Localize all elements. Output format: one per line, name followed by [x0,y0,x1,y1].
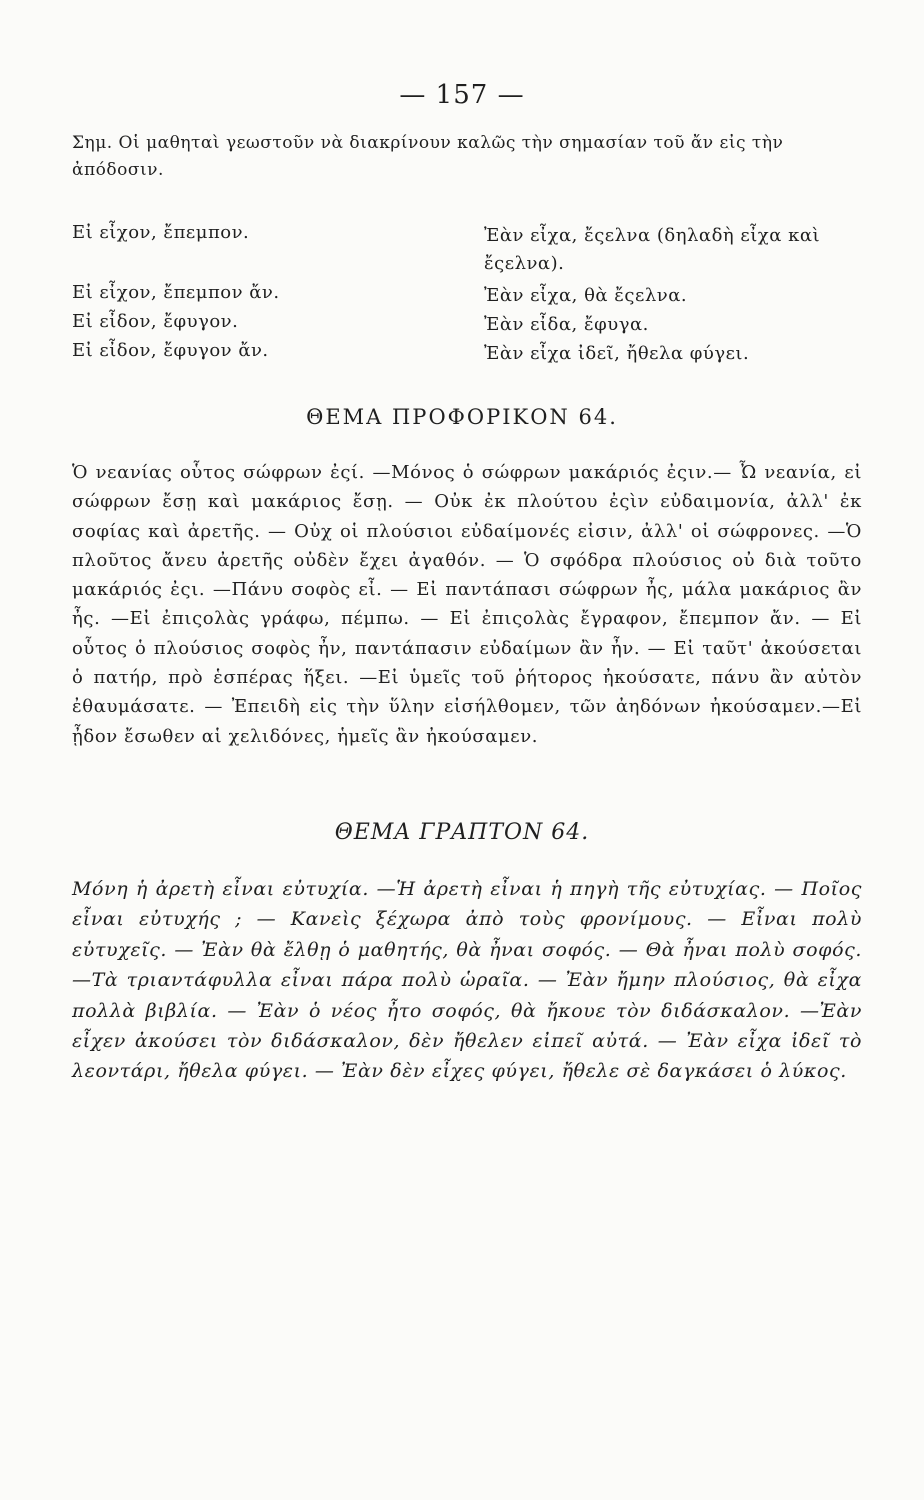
conjugation-left-line: Εἰ εἶχον, ἔπεμπον ἄν. [72,282,280,303]
conjugation-left-line: Εἰ εἶδον, ἔφυγον ἄν. [72,340,269,361]
conjugation-left-line: Εἰ εἶδον, ἔφυγον. [72,311,239,332]
written-exercise-text: Μόνη ἡ ἀρετὴ εἶναι εὐτυχία. —Ἡ ἀρετὴ εἶναι ἡ πηγὴ τῆς εὐτυχίας. — Ποῖος εἶναι εὐτυχής ; — Κανεὶς ξέχωρα ἀπὸ τοὺς φρονίμους. — Εἶναι πολὺ εὐτυχεῖς. — Ἐὰν θὰ ἔλθῃ ὁ μαθητής, θὰ ἦναι σοφός. — Θὰ ἦναι πολὺ σοφός. —Τὰ τριαντάφυλλα εἶναι πάρα πολὺ ὡραῖα. — Ἐὰν ἤμην πλούσιος, θὰ εἶχα πολλὰ βιβλία. — Ἐὰν ὁ νέος ἦτο σοφός, θὰ ἤκουε τὸν διδάσκαλον. —Ἐὰν εἶχεν ἀκούσει τὸν διδάσκαλον, δὲν ἤθελεν εἰπεῖ αὐτά. — Ἐὰν εἶχα ἰδεῖ τὸ λεοντάρι, ἤθελα φύγει. — Ἐὰν δὲν εἶχες φύγει, ἤθελε σὲ δαγκάσει ὁ λύκος. [72,878,862,1083]
page-number: — 157 — [399,80,525,110]
conjugation-right-line: Ἐὰν εἶχα, ἔςελνα (δηλαδὴ εἶχα καὶ ἔςελνα). [484,225,821,274]
section-heading-oral: ΘΕΜΑ ΠΡΟΦΟΡΙΚΟΝ 64. [306,405,618,429]
conjugation-right-line: Ἐὰν εἶχα, θὰ ἔςελνα. [484,285,688,306]
conjugation-left-line: Εἰ εἶχον, ἔπεμπον. [72,222,250,243]
note-text: Σημ. Οἱ μαθηταὶ γεωστοῦν νὰ διακρίνουν καλῶς τὴν σημασίαν τοῦ ἄν εἰς τὴν ἀπόδοσιν. [72,133,784,180]
conjugation-right-line: Ἐὰν εἶχα ἰδεῖ, ἤθελα φύγει. [484,343,750,364]
section-heading-written: ΘΕΜΑ ΓΡΑΠΤΟΝ 64. [334,820,590,845]
conjugation-right-line: Ἐὰν εἶδα, ἔφυγα. [484,314,649,335]
oral-exercise-text: Ὁ νεανίας οὗτος σώφρων ἐςί. —Μόνος ὁ σώφρων μακάριός ἐςιν.— Ὦ νεανία, εἰ σώφρων ἔσῃ καὶ μακάριος ἔσῃ. — Οὐκ ἐκ πλούτου ἐςὶν εὐδαιμονία, ἀλλ' ἐκ σοφίας καὶ ἀρετῆς. — Οὐχ οἱ πλούσιοι εὐδαίμονές εἰσιν, ἀλλ' οἱ σώφρονες. —Ὁ πλοῦτος ἄνευ ἀρετῆς οὐδὲν ἔχει ἀγαθόν. — Ὁ σφόδρα πλούσιος οὐ διὰ τοῦτο μακάριός ἐςι. —Πάνυ σοφὸς εἶ. — Εἰ παντάπασι σώφρων ἦς, μάλα μακάριος ἂν ἦς. —Εἰ ἐπιςολὰς γράφω, πέμπω. — Εἰ ἐπιςολὰς ἔγραφον, ἔπεμπον ἄν. — Εἰ οὗτος ὁ πλούσιος σοφὸς ἦν, παντάπασιν εὐδαίμων ἂν ἦν. — Εἰ ταῦτ' ἀκούσεται ὁ πατήρ, πρὸ ἑσπέρας ἥξει. —Εἰ ὑμεῖς τοῦ ῥήτορος ἠκούσατε, πάνυ ἂν αὐτὸν ἐθαυμάσατε. — Ἐπειδὴ εἰς τὴν ὕλην εἰσήλθομεν, τῶν ἀηδόνων ἠκούσαμεν.—Εἰ ᾖδον ἔσωθεν αἱ χελιδόνες, ἡμεῖς ἂν ἠκούσαμεν. [72,462,862,747]
